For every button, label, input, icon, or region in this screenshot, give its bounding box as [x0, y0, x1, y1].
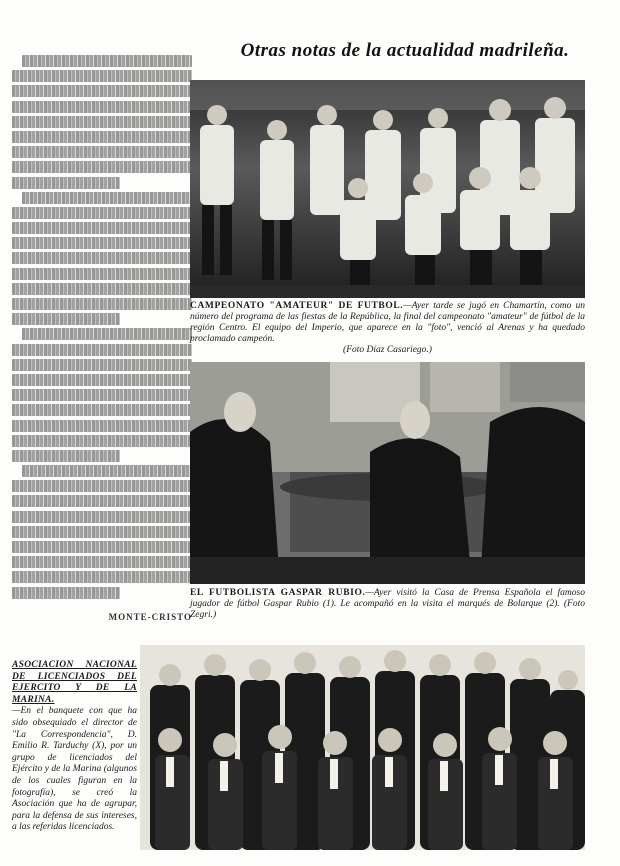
article-text-line: [12, 541, 192, 553]
asociacion-caption: [12, 660, 137, 834]
football-caption-lead: CAMPEONATO "AMATEUR" DE FUTBOL.: [190, 301, 404, 311]
article-text-line: [12, 222, 192, 234]
page-title: Otras notas de la actualidad madrileña.: [240, 40, 570, 61]
article-text-line: [12, 404, 192, 416]
article-text-line: [12, 207, 192, 219]
article-text-line: [12, 70, 192, 82]
football-caption-credit: (Foto Díaz Casariego.): [343, 345, 432, 355]
article-text-line: [12, 116, 192, 128]
article-text-line: [12, 146, 192, 158]
article-column: [12, 55, 192, 615]
article-text-line: [22, 55, 192, 67]
article-text-line: [12, 131, 192, 143]
article-text-line: [12, 359, 192, 371]
article-text-line: [12, 101, 192, 113]
asociacion-caption-text: —En el banquete con que ha sido obsequiado el director de "La Correspondencia", D. Emilio R. Tarduchy (X), por un grupo de licenciados del Ejército y de la Marina (algunos de los cuales figuran en la fotografía), se creó la Asociación que ha de agrupar, para la defensa de sus intereses, a las referidas licenciados.: [12, 706, 137, 833]
article-text-line: [12, 480, 192, 492]
banquet-group-illustration: [140, 645, 585, 850]
article-text-line: [12, 435, 192, 447]
article-text-line: [22, 465, 192, 477]
article-text-line: [12, 85, 192, 97]
football-caption-text: —Ayer tarde se jugó en Chamartín, como un número del programa de las fiestas de la República, la final del campeonato "amateur" de fútbol de la región Centro. El equipo del Imperio, que aparece en la "foto", venció al Arenas y ha quedado proclamado campeón.: [190, 301, 585, 344]
article-text-line: [12, 237, 192, 249]
article-text-line: [12, 420, 192, 432]
asociacion-caption-lead: ASOCIACION NACIONAL DE LICENCIADOS DEL EJERCITO Y DE LA MARINA.: [12, 660, 137, 705]
football-caption: [190, 301, 585, 356]
article-text-line: [12, 511, 192, 523]
article-text-line: [12, 344, 192, 356]
article-text-line: [12, 298, 192, 310]
article-text-line: [22, 192, 192, 204]
article-text-line: [12, 161, 192, 173]
article-text-line: [12, 313, 120, 325]
rubio-caption-text: —Ayer visitó la Casa de Prensa Española el famoso jugador de fútbol Gaspar Rubio (1). Le acompañó en la visita el marqués de Bolarque (2). (Foto Zegri.): [190, 588, 585, 620]
article-text-line: [12, 374, 192, 386]
interview-photo: [190, 362, 585, 584]
article-text-line: [12, 450, 120, 462]
article-text-line: [12, 283, 192, 295]
article-text-line: [12, 526, 192, 538]
football-team-illustration: [190, 80, 585, 298]
article-text-line: [12, 556, 192, 568]
article-text-line: [12, 177, 120, 189]
article-text-line: [12, 495, 192, 507]
article-text-line: [12, 268, 192, 280]
interview-illustration: [190, 362, 585, 584]
banquet-group-photo: [140, 645, 585, 850]
rubio-caption-lead: EL FUTBOLISTA GASPAR RUBIO.: [190, 588, 366, 598]
article-text-line: [22, 328, 192, 340]
football-team-photo: [190, 80, 585, 298]
article-text-line: [12, 252, 192, 264]
article-text-line: [12, 389, 192, 401]
rubio-caption: [190, 588, 585, 621]
article-text-line: [12, 587, 120, 599]
article-signature: MONTE-CRISTO: [108, 612, 192, 622]
article-text-line: [12, 571, 192, 583]
